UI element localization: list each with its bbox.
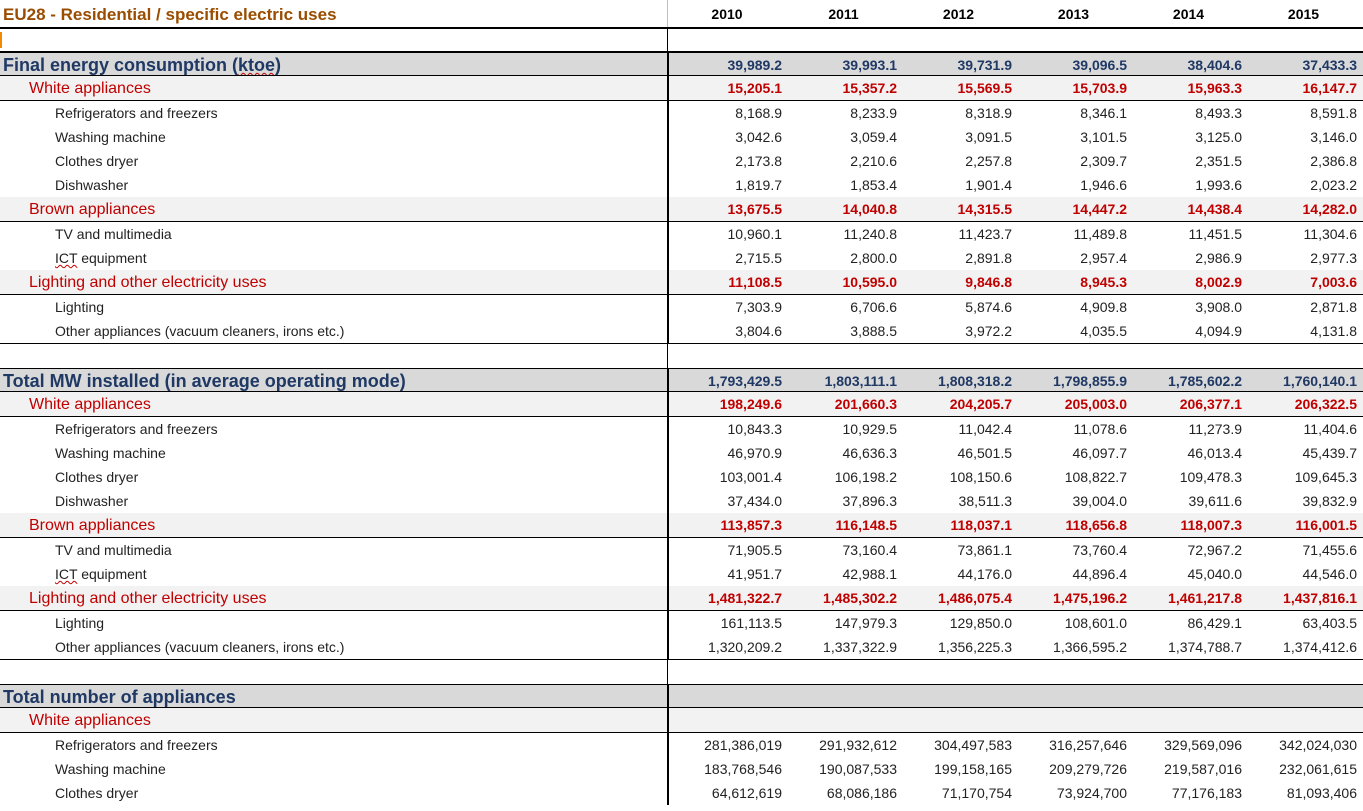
section-header-row[interactable]: [0, 684, 1363, 708]
item-value-2012[interactable]: 3,972.2: [965, 323, 1012, 339]
item-value-2013[interactable]: 209,279,726: [1049, 761, 1127, 777]
subcategory-value-2015[interactable]: [1246, 708, 1361, 732]
section-total-2014[interactable]: [1131, 685, 1246, 707]
item-label[interactable]: Dishwasher: [0, 173, 668, 197]
section-total-2012[interactable]: [901, 685, 1016, 707]
subcategory-value-2011[interactable]: 1,485,302.2: [823, 590, 897, 606]
item-value-2012[interactable]: 2,891.8: [965, 250, 1012, 266]
subcategory-value-2015[interactable]: 16,147.7: [1302, 80, 1357, 96]
item-value-2011[interactable]: 37,896.3: [842, 493, 897, 509]
item-row[interactable]: [0, 611, 1363, 635]
item-value-2015[interactable]: 45,439.7: [1302, 445, 1357, 461]
item-value-2011[interactable]: 8,233.9: [850, 105, 897, 121]
item-row[interactable]: [0, 733, 1363, 757]
subcategory-value-2011[interactable]: 116,148.5: [835, 517, 897, 533]
item-value-2015[interactable]: 2,977.3: [1310, 250, 1357, 266]
item-label[interactable]: Refrigerators and freezers: [0, 417, 668, 441]
item-row[interactable]: [0, 173, 1363, 197]
item-value-2014[interactable]: 11,451.5: [1188, 226, 1242, 242]
empty-cell[interactable]: [0, 660, 668, 684]
item-row[interactable]: [0, 562, 1363, 586]
item-value-2010[interactable]: 46,970.9: [668, 441, 786, 465]
item-value-2012[interactable]: 38,511.3: [958, 493, 1012, 509]
item-value-2014[interactable]: 3,125.0: [1195, 129, 1242, 145]
item-value-2014[interactable]: 8,493.3: [1195, 105, 1242, 121]
item-label[interactable]: Lighting: [0, 295, 668, 319]
item-value-2010[interactable]: 41,951.7: [668, 562, 786, 586]
item-value-2011[interactable]: 3,059.4: [850, 129, 897, 145]
item-value-2015[interactable]: 2,386.8: [1310, 153, 1357, 169]
item-value-2012[interactable]: 1,901.4: [965, 177, 1012, 193]
subcategory-value-2012[interactable]: 204,205.7: [949, 396, 1012, 412]
year-header-2013[interactable]: 2013: [1057, 6, 1090, 22]
subcategory-value-2012[interactable]: 1,486,075.4: [938, 590, 1012, 606]
item-value-2011[interactable]: 2,210.6: [850, 153, 897, 169]
year-header-2010[interactable]: 2010: [711, 6, 743, 22]
item-label-text: equipment: [77, 566, 147, 582]
item-value-2011[interactable]: 68,086,186: [826, 785, 897, 801]
item-value-2012[interactable]: 73,861.1: [957, 542, 1012, 558]
subcategory-value-2014[interactable]: [1131, 708, 1246, 732]
item-value-2011[interactable]: 106,198.2: [834, 469, 897, 485]
item-label[interactable]: [0, 562, 668, 586]
spellcheck-underlined-word: ICT: [55, 250, 78, 266]
subcategory-value-2012[interactable]: 15,569.5: [957, 80, 1012, 96]
item-value-2014[interactable]: 39,611.6: [1188, 493, 1242, 509]
section-total-2011[interactable]: 1,803,111.1: [824, 373, 897, 389]
item-value-2014[interactable]: 1,374,788.7: [1168, 639, 1242, 655]
item-value-2013[interactable]: 316,257,646: [1049, 737, 1127, 753]
section-total-2011[interactable]: 39,993.1: [842, 57, 897, 73]
subcategory-row[interactable]: [0, 513, 1363, 538]
item-label[interactable]: Washing machine: [0, 125, 668, 149]
section-total-2015[interactable]: 1,760,140.1: [1283, 373, 1357, 389]
item-value-2012[interactable]: 44,176.0: [957, 566, 1012, 582]
section-total-2014[interactable]: 38,404.6: [1187, 57, 1242, 73]
item-value-2013[interactable]: 108,822.7: [1064, 469, 1127, 485]
section-total-2012[interactable]: 1,808,318.2: [938, 373, 1012, 389]
item-value-2011[interactable]: 11,240.8: [843, 226, 897, 242]
item-value-2013[interactable]: 73,760.4: [1072, 542, 1127, 558]
item-value-2014[interactable]: 72,967.2: [1187, 542, 1242, 558]
item-value-2011[interactable]: 46,636.3: [842, 445, 897, 461]
blank-row[interactable]: [0, 343, 1363, 368]
item-value-2012[interactable]: 5,874.6: [965, 299, 1012, 315]
section-total-2010[interactable]: 39,989.2: [668, 53, 786, 75]
item-row[interactable]: [0, 635, 1363, 659]
item-value-2013[interactable]: 8,346.1: [1080, 105, 1127, 121]
subcategory-value-2010[interactable]: 11,108.5: [668, 270, 786, 294]
item-value-2014[interactable]: 329,569,096: [1164, 737, 1242, 753]
section-title-text: Final energy consumption (: [3, 55, 239, 75]
item-value-2010[interactable]: 281,386,019: [668, 733, 786, 757]
item-value-2012[interactable]: 8,318.9: [965, 105, 1012, 121]
spellcheck-underlined-word: ICT: [55, 566, 78, 582]
section-title[interactable]: Total MW installed (in average operating mode): [0, 369, 668, 391]
subcategory-value-2014[interactable]: 8,002.9: [1195, 274, 1242, 290]
item-row[interactable]: [0, 441, 1363, 465]
subcategory-value-2012[interactable]: 118,037.1: [950, 517, 1012, 533]
subcategory-row[interactable]: [0, 270, 1363, 295]
item-row[interactable]: [0, 465, 1363, 489]
item-label[interactable]: Other appliances (vacuum cleaners, irons etc.): [0, 635, 668, 659]
item-value-2010[interactable]: 2,715.5: [668, 246, 786, 270]
subcategory-value-2014[interactable]: 1,461,217.8: [1168, 590, 1242, 606]
subcategory-value-2013[interactable]: 8,945.3: [1080, 274, 1127, 290]
item-label[interactable]: Lighting: [0, 611, 668, 635]
item-value-2010[interactable]: 103,001.4: [668, 465, 786, 489]
item-value-2013[interactable]: 108,601.0: [1064, 615, 1127, 631]
subcategory-value-2013[interactable]: 1,475,196.2: [1053, 590, 1127, 606]
item-value-2012[interactable]: 11,423.7: [958, 226, 1012, 242]
subcategory-value-2011[interactable]: 15,357.2: [842, 80, 897, 96]
section-total-2013[interactable]: 39,096.5: [1072, 57, 1127, 73]
item-value-2010[interactable]: 2,173.8: [668, 149, 786, 173]
item-value-2013[interactable]: 2,957.4: [1080, 250, 1127, 266]
section-total-2015[interactable]: [1246, 685, 1361, 707]
item-value-2010[interactable]: 1,320,209.2: [668, 635, 786, 659]
item-value-2011[interactable]: 73,160.4: [842, 542, 897, 558]
item-value-2012[interactable]: 3,091.5: [965, 129, 1012, 145]
item-label[interactable]: [0, 246, 668, 270]
item-row[interactable]: [0, 319, 1363, 343]
subcategory-value-2010[interactable]: [668, 708, 786, 732]
item-value-2015[interactable]: 109,645.3: [1294, 469, 1357, 485]
item-value-2012[interactable]: 199,158,165: [934, 761, 1012, 777]
subcategory-label[interactable]: White appliances: [0, 76, 668, 100]
item-value-2014[interactable]: 2,351.5: [1195, 153, 1242, 169]
item-value-2015[interactable]: 342,024,030: [1279, 737, 1357, 753]
subcategory-row[interactable]: [0, 392, 1363, 417]
section-header-row[interactable]: [0, 52, 1363, 76]
item-value-2013[interactable]: 73,924,700: [1056, 785, 1127, 801]
item-value-2012[interactable]: 71,170,754: [941, 785, 1012, 801]
subcategory-label[interactable]: White appliances: [0, 708, 668, 732]
section-title-text: ): [275, 55, 282, 75]
item-value-2010[interactable]: 1,819.7: [668, 173, 786, 197]
item-value-2015[interactable]: 1,374,412.6: [1283, 639, 1357, 655]
item-value-2011[interactable]: 1,337,322.9: [823, 639, 897, 655]
item-value-2010[interactable]: 37,434.0: [668, 489, 786, 513]
item-value-2011[interactable]: 291,932,612: [819, 737, 897, 753]
subcategory-value-2012[interactable]: 9,846.8: [965, 274, 1012, 290]
subcategory-value-2015[interactable]: 116,001.5: [1295, 517, 1357, 533]
item-value-2012[interactable]: 1,356,225.3: [938, 639, 1012, 655]
item-row[interactable]: [0, 101, 1363, 125]
item-value-2014[interactable]: 45,040.0: [1187, 566, 1242, 582]
item-value-2011[interactable]: 1,853.4: [850, 177, 897, 193]
subcategory-label[interactable]: Lighting and other electricity uses: [0, 270, 668, 294]
item-value-2010[interactable]: 10,960.1: [668, 222, 786, 246]
item-value-2015[interactable]: 39,832.9: [1302, 493, 1357, 509]
item-label[interactable]: Clothes dryer: [0, 781, 668, 805]
item-value-2012[interactable]: 304,497,583: [934, 737, 1012, 753]
subcategory-value-2011[interactable]: [786, 708, 901, 732]
subcategory-value-2011[interactable]: 14,040.8: [842, 201, 897, 217]
item-value-2010[interactable]: 183,768,546: [668, 757, 786, 781]
item-value-2010[interactable]: 3,804.6: [668, 319, 786, 343]
subcategory-value-2013[interactable]: 15,703.9: [1072, 80, 1127, 96]
subcategory-value-2010[interactable]: 1,481,322.7: [668, 586, 786, 610]
subcategory-value-2014[interactable]: 14,438.4: [1187, 201, 1242, 217]
section-title[interactable]: Total number of appliances: [0, 685, 668, 707]
item-label[interactable]: Clothes dryer: [0, 465, 668, 489]
section-total-2013[interactable]: [1016, 685, 1131, 707]
section-total-2015[interactable]: 37,433.3: [1302, 57, 1357, 73]
subcategory-value-2010[interactable]: 13,675.5: [668, 197, 786, 221]
subcategory-value-2013[interactable]: 14,447.2: [1072, 201, 1127, 217]
item-value-2014[interactable]: 1,993.6: [1195, 177, 1242, 193]
subcategory-value-2013[interactable]: 118,656.8: [1065, 517, 1127, 533]
item-value-2012[interactable]: 108,150.6: [949, 469, 1012, 485]
section-total-2013[interactable]: 1,798,855.9: [1053, 373, 1127, 389]
item-value-2011[interactable]: 42,988.1: [842, 566, 897, 582]
section-total-2014[interactable]: 1,785,602.2: [1168, 373, 1242, 389]
item-value-2013[interactable]: 1,366,595.2: [1053, 639, 1127, 655]
subcategory-value-2012[interactable]: 14,315.5: [957, 201, 1012, 217]
year-header-2011[interactable]: 2011: [828, 6, 859, 22]
item-value-2012[interactable]: 46,501.5: [957, 445, 1012, 461]
subcategory-value-2012[interactable]: [901, 708, 1016, 732]
cell-cursor: [0, 32, 2, 48]
item-value-2015[interactable]: 2,871.8: [1310, 299, 1357, 315]
subcategory-label[interactable]: White appliances: [0, 392, 668, 416]
item-value-2011[interactable]: 3,888.5: [850, 323, 897, 339]
subcategory-value-2013[interactable]: [1016, 708, 1131, 732]
item-row[interactable]: [0, 781, 1363, 805]
year-header-2014[interactable]: 2014: [1172, 6, 1205, 22]
item-value-2013[interactable]: 3,101.5: [1080, 129, 1127, 145]
item-value-2013[interactable]: 2,309.7: [1080, 153, 1127, 169]
subcategory-value-2014[interactable]: 15,963.3: [1187, 80, 1242, 96]
item-row[interactable]: [0, 222, 1363, 246]
header-row[interactable]: [0, 0, 1363, 29]
item-row[interactable]: [0, 757, 1363, 781]
item-value-2015[interactable]: 63,403.5: [1302, 615, 1357, 631]
item-value-2014[interactable]: 46,013.4: [1187, 445, 1242, 461]
item-value-2015[interactable]: 81,093,406: [1286, 785, 1357, 801]
item-value-2013[interactable]: 1,946.6: [1080, 177, 1127, 193]
item-value-2014[interactable]: 77,176,183: [1171, 785, 1242, 801]
item-label[interactable]: Refrigerators and freezers: [0, 101, 668, 125]
item-row[interactable]: [0, 246, 1363, 270]
subcategory-value-2011[interactable]: 10,595.0: [842, 274, 897, 290]
item-label-text: equipment: [77, 250, 147, 266]
item-value-2013[interactable]: 46,097.7: [1072, 445, 1127, 461]
item-value-2011[interactable]: 2,800.0: [850, 250, 897, 266]
spellcheck-underlined-word: ktoe: [238, 55, 276, 75]
item-value-2010[interactable]: 64,612,619: [668, 781, 786, 805]
year-header-2012[interactable]: 2012: [942, 6, 975, 22]
subcategory-row[interactable]: [0, 197, 1363, 222]
subcategory-label[interactable]: Lighting and other electricity uses: [0, 586, 668, 610]
item-value-2013[interactable]: 11,489.8: [1073, 226, 1127, 242]
subcategory-value-2011[interactable]: 201,660.3: [834, 396, 897, 412]
item-value-2014[interactable]: 109,478.3: [1179, 469, 1242, 485]
subcategory-row[interactable]: [0, 76, 1363, 101]
item-value-2014[interactable]: 219,587,016: [1164, 761, 1242, 777]
item-label[interactable]: Other appliances (vacuum cleaners, irons etc.): [0, 319, 668, 343]
item-value-2010[interactable]: 8,168.9: [668, 101, 786, 125]
item-value-2015[interactable]: 11,304.6: [1303, 226, 1357, 242]
year-header-2015[interactable]: 2015: [1287, 6, 1320, 22]
subcategory-value-2013[interactable]: 205,003.0: [1064, 396, 1127, 412]
subcategory-value-2015[interactable]: 1,437,816.1: [1283, 590, 1357, 606]
subcategory-row[interactable]: [0, 586, 1363, 611]
subcategory-label[interactable]: Brown appliances: [0, 513, 668, 537]
item-value-2010[interactable]: 161,113.5: [668, 611, 786, 635]
item-row[interactable]: [0, 489, 1363, 513]
item-value-2010[interactable]: 10,843.3: [668, 417, 786, 441]
item-label[interactable]: Washing machine: [0, 757, 668, 781]
empty-cell[interactable]: [0, 344, 668, 368]
item-value-2015[interactable]: 11,404.6: [1303, 421, 1357, 437]
item-value-2013[interactable]: 39,004.0: [1072, 493, 1127, 509]
subcategory-value-2014[interactable]: 206,377.1: [1179, 396, 1242, 412]
item-row[interactable]: [0, 417, 1363, 441]
selected-cell[interactable]: [0, 29, 668, 51]
item-value-2013[interactable]: 11,078.6: [1073, 421, 1127, 437]
subcategory-value-2014[interactable]: 118,007.3: [1180, 517, 1242, 533]
sheet-title[interactable]: EU28 - Residential / specific electric uses: [0, 0, 668, 27]
subcategory-value-2010[interactable]: 113,857.3: [668, 513, 786, 537]
item-value-2015[interactable]: 232,061,615: [1279, 761, 1357, 777]
subcategory-value-2015[interactable]: 7,003.6: [1310, 274, 1357, 290]
section-total-2010[interactable]: 1,793,429.5: [668, 369, 786, 391]
item-value-2011[interactable]: 10,929.5: [842, 421, 897, 437]
item-label[interactable]: Refrigerators and freezers: [0, 733, 668, 757]
item-row[interactable]: [0, 125, 1363, 149]
subcategory-value-2015[interactable]: 14,282.0: [1302, 201, 1357, 217]
subcategory-value-2010[interactable]: 198,249.6: [668, 392, 786, 416]
item-value-2014[interactable]: 4,094.9: [1195, 323, 1242, 339]
item-row[interactable]: [0, 538, 1363, 562]
item-value-2015[interactable]: 2,023.2: [1310, 177, 1357, 193]
item-value-2012[interactable]: 129,850.0: [949, 615, 1012, 631]
item-label[interactable]: TV and multimedia: [0, 538, 668, 562]
section-total-2010[interactable]: [668, 685, 786, 707]
item-row[interactable]: [0, 149, 1363, 173]
item-value-2010[interactable]: 71,905.5: [668, 538, 786, 562]
item-value-2015[interactable]: 44,546.0: [1302, 566, 1357, 582]
item-value-2011[interactable]: 6,706.6: [850, 299, 897, 315]
item-value-2011[interactable]: 190,087,533: [819, 761, 897, 777]
item-value-2012[interactable]: 11,042.4: [958, 421, 1012, 437]
subcategory-value-2015[interactable]: 206,322.5: [1294, 396, 1357, 412]
item-value-2012[interactable]: 2,257.8: [965, 153, 1012, 169]
section-title[interactable]: [0, 53, 668, 75]
item-value-2015[interactable]: 3,146.0: [1310, 129, 1357, 145]
item-label[interactable]: Dishwasher: [0, 489, 668, 513]
section-total-2012[interactable]: 39,731.9: [957, 57, 1012, 73]
subcategory-label[interactable]: Brown appliances: [0, 197, 668, 221]
item-label[interactable]: TV and multimedia: [0, 222, 668, 246]
item-value-2014[interactable]: 86,429.1: [1187, 615, 1242, 631]
item-value-2014[interactable]: 3,908.0: [1195, 299, 1242, 315]
item-value-2014[interactable]: 11,273.9: [1188, 421, 1242, 437]
item-label[interactable]: Clothes dryer: [0, 149, 668, 173]
blank-row[interactable]: [0, 29, 1363, 52]
item-label[interactable]: Washing machine: [0, 441, 668, 465]
item-value-2013[interactable]: 4,035.5: [1080, 323, 1127, 339]
item-value-2010[interactable]: 7,303.9: [668, 295, 786, 319]
item-value-2013[interactable]: 44,896.4: [1072, 566, 1127, 582]
section-total-2011[interactable]: [786, 685, 901, 707]
item-value-2013[interactable]: 4,909.8: [1080, 299, 1127, 315]
subcategory-row[interactable]: [0, 708, 1363, 733]
item-value-2015[interactable]: 8,591.8: [1310, 105, 1357, 121]
item-value-2010[interactable]: 3,042.6: [668, 125, 786, 149]
blank-row[interactable]: [0, 659, 1363, 684]
item-value-2011[interactable]: 147,979.3: [834, 615, 897, 631]
item-value-2015[interactable]: 4,131.8: [1310, 323, 1357, 339]
item-row[interactable]: [0, 295, 1363, 319]
subcategory-value-2010[interactable]: 15,205.1: [668, 76, 786, 100]
item-value-2014[interactable]: 2,986.9: [1195, 250, 1242, 266]
section-header-row[interactable]: [0, 368, 1363, 392]
item-value-2015[interactable]: 71,455.6: [1302, 542, 1357, 558]
